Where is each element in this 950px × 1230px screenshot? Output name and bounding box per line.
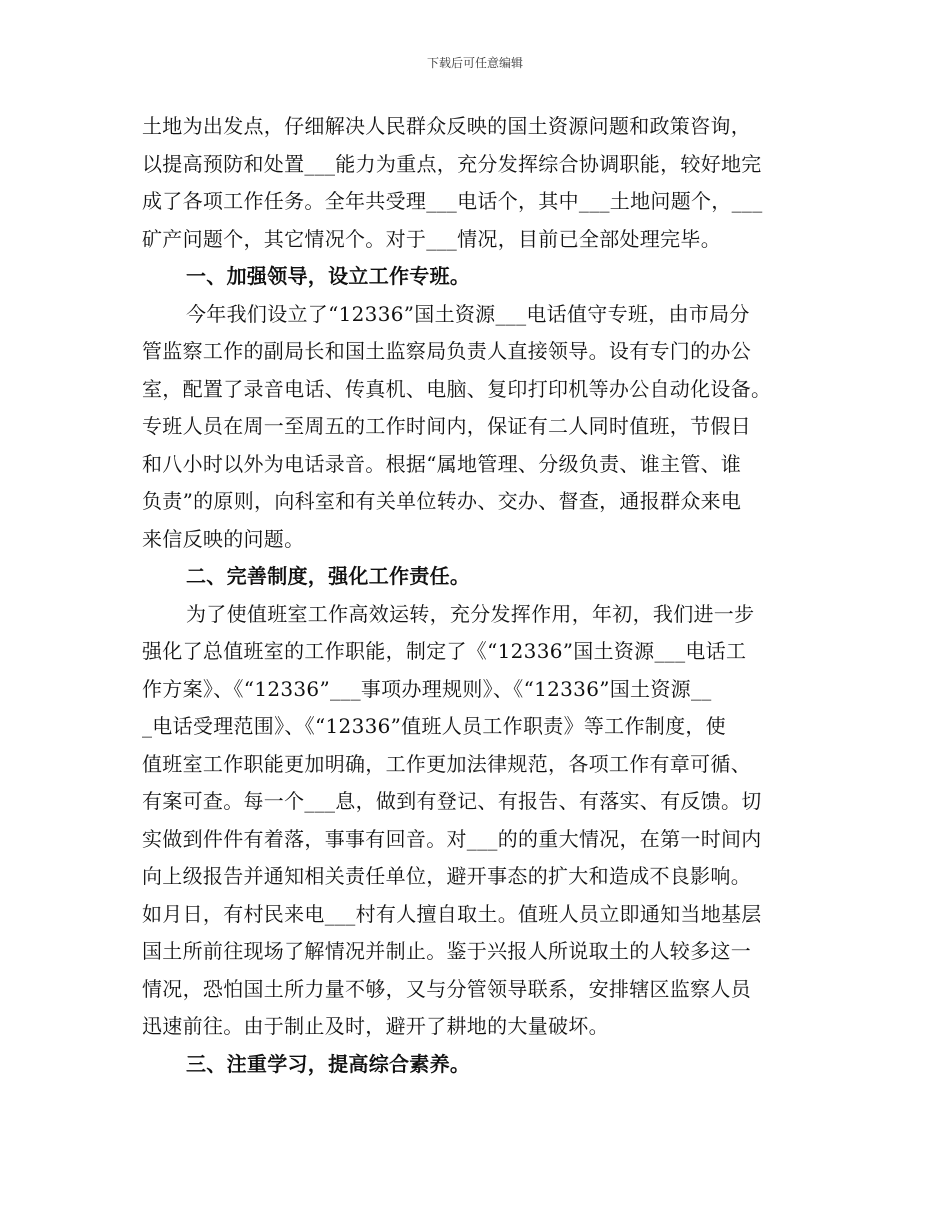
text-line: 国土所前往现场了解情况并制止。鉴于兴报人所说取土的人较多这一 — [142, 939, 751, 963]
text-line: 有案可查。每一个___息，做到有登记、有报告、有落实、有反馈。切 — [142, 789, 762, 813]
text-line: 成了各项工作任务。全年共受理___电话个，其中___土地问题个，___ — [142, 189, 763, 213]
text-line: 来信反映的问题。 — [142, 526, 305, 551]
text-line: 和八小时以外为电话录音。根据“属地管理、分级负责、谁主管、谁 — [142, 451, 742, 476]
text-line: 负责”的原则，向科室和有关单位转办、交办、督查，通报群众来电 — [142, 489, 742, 513]
text-line: 今年我们设立了“12336”国土资源___电话值守专班，由市局分 — [186, 301, 750, 326]
section-heading: 三、注重学习，提高综合素养。 — [186, 1051, 471, 1076]
text-line: 室，配置了录音电话、传真机、电脑、复印打印机等办公自动化设备。 — [142, 376, 772, 401]
text-line: 值班室工作职能更加明确，工作更加法律规范，各项工作有章可循、 — [142, 751, 751, 776]
document-body — [142, 108, 822, 1083]
text-line: 迅速前往。由于制止及时，避开了耕地的大量破坏。 — [142, 1014, 609, 1038]
text-line: 作方案》、《“12336”___事项办理规则》、《“12336”国土资源__ — [142, 676, 712, 701]
text-line: 向上级报告并通知相关责任单位，避开事态的扩大和造成不良影响。 — [142, 864, 751, 888]
page-header: 下载后可任意编辑 — [426, 56, 523, 70]
text-line: 土地为出发点，仔细解决人民群众反映的国土资源问题和政策咨询， — [142, 114, 751, 138]
section-heading: 二、完善制度，强化工作责任。 — [186, 564, 471, 588]
text-line: 矿产问题个，其它情况个。对于___情况，目前已全部处理完毕。 — [142, 226, 721, 251]
text-line: 管监察工作的副局长和国土监察局负责人直接领导。设有专门的办公 — [142, 339, 751, 363]
text-line: 专班人员在周一至周五的工作时间内，保证有二人同时值班，节假日 — [142, 414, 751, 438]
text-line: 情况，恐怕国土所力量不够，又与分管领导联系，安排辖区监察人员 — [142, 976, 751, 1001]
text-line: _电话受理范围》、《“12336”值班人员工作职责》等工作制度，使 — [142, 714, 726, 738]
text-line: 为了使值班室工作高效运转，充分发挥作用，年初，我们进一步 — [186, 601, 755, 626]
section-heading: 一、加强领导，设立工作专班。 — [186, 264, 471, 288]
text-line: 强化了总值班室的工作职能，制定了《“12336”国土资源___电话工 — [142, 639, 747, 663]
text-line: 以提高预防和处置___能力为重点，充分发挥综合协调职能，较好地完 — [142, 151, 762, 176]
text-line: 如月日，有村民来电___村有人擅自取土。值班人员立即通知当地基层 — [142, 901, 762, 926]
text-line: 实做到件件有着落，事事有回音。对___的的重大情况，在第一时间内 — [142, 826, 762, 851]
